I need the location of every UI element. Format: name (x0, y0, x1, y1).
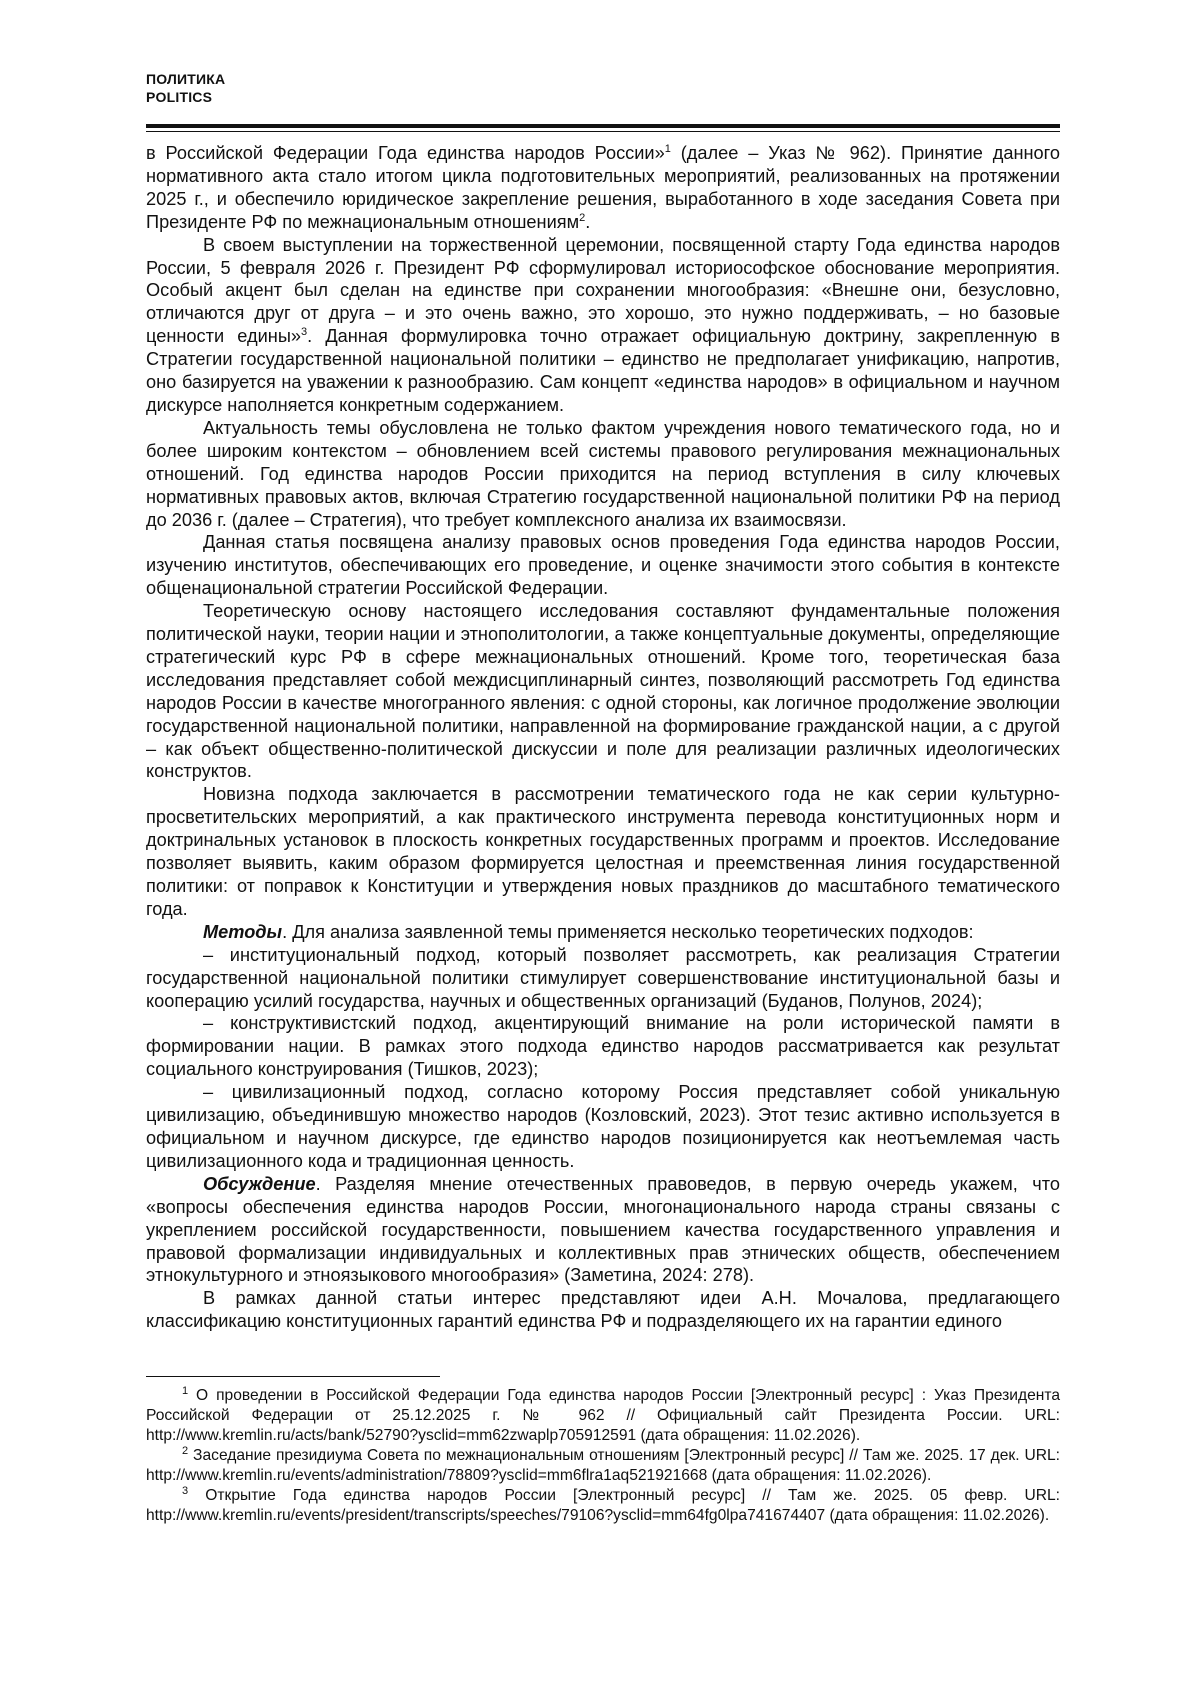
paragraph-4: Данная статья посвящена анализу правовых основ проведения Года единства народов России, изучению институтов, обеспечивающих его проведение, и оценке значимости этого события в контексте общенациональной стратегии Российской Федерации. (146, 532, 1060, 599)
list-item-institutional: – институциональный подход, который позволяет рассмотреть, как реализация Стратегии государственной национальной политики стимулирует совершенствование институциональной базы и кооперацию усилий государства, научных и общественных организаций (Буданов, Полунов, 2024); (146, 944, 1060, 1011)
section-title-en: POLITICS (146, 89, 213, 105)
footnote-1: $^1$ О проведении в Российской Федерации Года единства народов России [Электронный ресурс] : Указ Президента Российской Федерации от 25.12.2025 г. № 962 // Официальный сайт Президента России. URL: http://www.kremlin.ru/acts/bank/52790?ysclid=mm62zwaplp705912591 (дата обращения: 11.02.2026). (146, 1384, 1060, 1444)
header-rule-thin (146, 131, 1060, 132)
paragraph-6: Новизна подхода заключается в рассмотрении тематического года не как серии культурно-просветительских мероприятий, а как практического инструмента перевода конституционных норм и доктринальных установок в плоскость конкретных государственных программ и проектов. Исследование позволяет выявить, каким образом формируется целостная и преемственная линия государственной политики: от поправок к Конституции и утверждения новых праздников до масштабного тематического года. (146, 784, 1060, 919)
paragraph-5: Теоретическую основу настоящего исследования составляют фундаментальные положения политической науки, теории нации и этнополитологии, а также концептуальные документы, определяющие стратегический курс РФ в сфере межнациональных отношений. Кроме того, теоретическая база исследования представляет собой междисциплинарный синтез, позволяющий рассмотреть Год единства народов России в качестве многогранного явления: с одной стороны, как логичное продолжение эволюции государственной национальной политики, направленной на формирование гражданской нации, а с другой – как объект общественно-политической дискуссии и поле для реализации различных идеологических конструктов. (146, 601, 1060, 782)
footnote-2: $^2$ Заседание президиума Совета по межнациональным отношениям [Электронный ресурс] // Там же. 2025. 17 дек. URL: http://www.kremlin.ru/events/administration/78809?ysclid=mm6flra1aq521921668 (дата обращения: 11.02.2026). (146, 1444, 1060, 1484)
footnote-ref-3[interactable]: 3 (301, 326, 308, 339)
discussion-heading: Обсуждение (203, 1173, 316, 1194)
footnote-3: $^3$ Открытие Года единства народов России [Электронный ресурс] // Там же. 2025. 05 февр. URL: http://www.kremlin.ru/events/president/transcripts/speeches/79106?ysclid=mm64fg0lpa741674407 (дата обращения: 11.02.2026). (146, 1484, 1060, 1524)
section-title-ru: ПОЛИТИКА (146, 71, 226, 87)
paragraph-methods: Методы. Для анализа заявленной темы применяется несколько теоретических подходов: (203, 921, 974, 942)
paragraph-2: В своем выступлении на торжественной церемонии, посвященной старту Года единства народов России, 5 февраля 2026 г. Президент РФ сформулировал историософское обоснование мероприятия. Особый акцент был сделан на единстве при сохранении многообразия: «Внешне они, безусловно, отличаются друг от друга – и это очень важно, это хорошо, это нужно поддерживать, – но базовые ценности едины»$^3$. Данная формулировка точно отражает официальную доктрину, закрепленную в Стратегии государственной национальной политики – единство не предполагает унификацию, напротив, оно базируется на уважении к разнообразию. Сам концепт «единства народов» в официальном и научном дискурсе наполняется конкретным содержанием. (146, 234, 1060, 415)
paragraph-1: в Российской Федерации Года единства народов России»$^1$ (далее – Указ № 962). Принятие данного нормативного акта стало итогом цикла подготовительных мероприятий, реализованных на протяжении 2025 г., и обеспечило юридическое закрепление решения, выработанного в ходе заседания Совета при Президенте РФ по межнациональным отношениям$^2$. (146, 142, 1061, 232)
header-rule-thick (146, 124, 1060, 128)
footnote-separator (146, 1376, 440, 1377)
footnote-ref-2[interactable]: 2 (579, 211, 586, 224)
list-item-constructivist: – конструктивистский подход, акцентирующий внимание на роли исторической памяти в формировании нации. В рамках этого подхода единство народов рассматривается как результат социального конструирования (Тишков, 2023); (146, 1013, 1060, 1080)
list-item-civilizational: – цивилизационный подход, согласно которому Россия представляет собой уникальную цивилизацию, объединившую множество народов (Козловский, 2023). Этот тезис активно используется в официальном и научном дискурсе, где единство народов позиционируется как неотъемлемая часть цивилизационного кода и традиционная ценность. (146, 1082, 1060, 1171)
footnotes (146, 1386, 1060, 1526)
paragraph-3: Актуальность темы обусловлена не только фактом учреждения нового тематического года, но и более широким контекстом – обновлением всей системы правового регулирования межнациональных отношений. Год единства народов России приходится на период вступления в силу ключевых нормативных правовых актов, включая Стратегию государственной национальной политики РФ на период до 2036 г. (далее – Стратегия), что требует комплексного анализа их взаимосвязи. (146, 417, 1060, 530)
paragraph-discussion: Обсуждение. Разделяя мнение отечественных правоведов, в первую очередь укажем, что «вопросы обеспечения единства народов России, многонационального народа страны связаны с укреплением российской государственности, повышением качества государственного управления и правовой формализации индивидуальных и коллективных прав этнических обществ, обеспечением этнокультурного и этноязыкового многообразия» (Заметина, 2024: 278). (146, 1173, 1060, 1286)
article-body (146, 142, 1060, 1333)
paragraph-12: В рамках данной статьи интерес представляют идеи А.Н. Мочалова, предлагающего классификацию конституционных гарантий единства РФ и подразделяющего их на гарантии единого (146, 1288, 1060, 1332)
methods-heading: Методы (203, 921, 283, 942)
footnote-ref-1[interactable]: 1 (664, 142, 671, 155)
running-header (146, 70, 225, 106)
